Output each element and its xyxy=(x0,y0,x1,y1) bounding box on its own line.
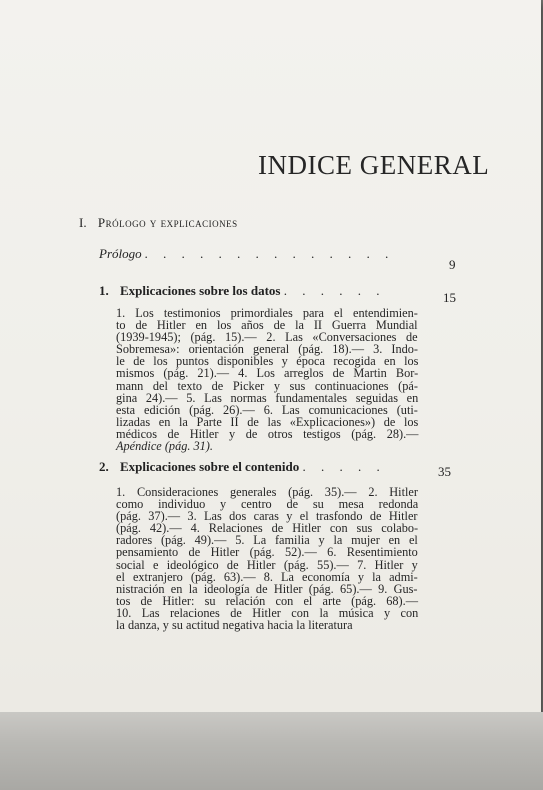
description-line: el extranjero (pág. 63).— 8. La economía y la admi- xyxy=(116,569,418,584)
toc-entry-label: Explicaciones sobre el contenido xyxy=(120,459,300,474)
toc-entry-prologo xyxy=(99,246,395,262)
description-line: (pág. 42).— 4. Relaciones de Hitler con sus colabo- xyxy=(116,521,419,536)
leader-dots: . . . . . . xyxy=(283,283,386,298)
description-line: la danza, y su actitud negativa hacia la literatura xyxy=(116,618,353,633)
description-line: gina 24).— 5. Las normas fundamentales seguidas en xyxy=(116,390,419,405)
description-line: como individuo y centro de su mesa redonda xyxy=(116,497,419,512)
part-heading xyxy=(79,215,238,231)
description-line: esta edición (pág. 26).— 6. Las comunicaciones (uti- xyxy=(116,402,418,417)
toc-entry-1-description xyxy=(116,307,418,452)
description-line: médicos de Hitler y de otros testigos (pág. 28).— xyxy=(116,426,419,441)
page-title: INDICE GENERAL xyxy=(258,150,490,180)
leader-dots: . . . . . xyxy=(302,459,386,474)
description-line: 1. Consideraciones generales (pág. 35).— 2. Hitler xyxy=(116,485,418,499)
toc-entry-label: Explicaciones sobre los datos xyxy=(120,283,281,298)
leader-dots: . . . . . . . . . . . . . . xyxy=(144,246,395,261)
page-stack-edge xyxy=(0,712,543,790)
description-line: le de los puntos disponibles y época recogida en los xyxy=(116,354,419,369)
toc-entry-label: Prólogo xyxy=(99,246,142,261)
description-line: pensamiento de Hitler (pág. 52).— 6. Resentimiento xyxy=(116,545,418,560)
description-line: 1. Los testimonios primordiales para el entendimien- xyxy=(116,306,418,320)
description-line: Sobremesa»: orientación general (pág. 18).— 3. Indo- xyxy=(116,342,419,357)
toc-page-number: 9 xyxy=(449,257,456,272)
description-line: (1939-1945); (pág. 15).— 2. Las «Conversaciones de xyxy=(116,330,418,345)
description-line: (pág. 37).— 3. Las dos caras y el trasfondo de Hitler xyxy=(116,509,418,524)
toc-entry-2 xyxy=(99,459,386,475)
description-line: Apéndice (pág. 31). xyxy=(116,439,213,454)
description-line: to de Hitler en los años de la II Guerra Mundial xyxy=(116,318,418,333)
description-line: lizadas en la Parte II de las «Explicaciones») de los xyxy=(116,414,419,429)
part-label: Prólogo y explicaciones xyxy=(97,215,238,230)
toc-entry-2-description xyxy=(116,486,418,631)
toc-entry-number: 2. xyxy=(99,459,109,474)
description-line: 10. Las relaciones de Hitler con la música y con xyxy=(116,605,419,620)
description-line: mismos (pág. 21).— 4. Los arreglos de Martin Bor- xyxy=(116,366,419,381)
description-line: social e ideológico de Hitler (pág. 55).— 7. Hitler y xyxy=(116,557,418,572)
toc-page-number: 35 xyxy=(438,464,451,479)
toc-page-number: 15 xyxy=(443,290,456,305)
toc-entry-1 xyxy=(99,283,385,299)
description-line: mann del texto de Picker y sus continuaciones (pá- xyxy=(116,378,418,393)
part-numeral: I. xyxy=(79,215,87,230)
description-line: radores (pág. 49).— 5. La familia y la mujer en el xyxy=(116,533,418,548)
toc-entry-number: 1. xyxy=(99,283,109,298)
description-line: tos de Hitler: su relación con el arte (pág. 68).— xyxy=(116,593,418,608)
description-line: nistración en la ideología de Hitler (pág. 65).— 9. Gus- xyxy=(116,581,418,596)
